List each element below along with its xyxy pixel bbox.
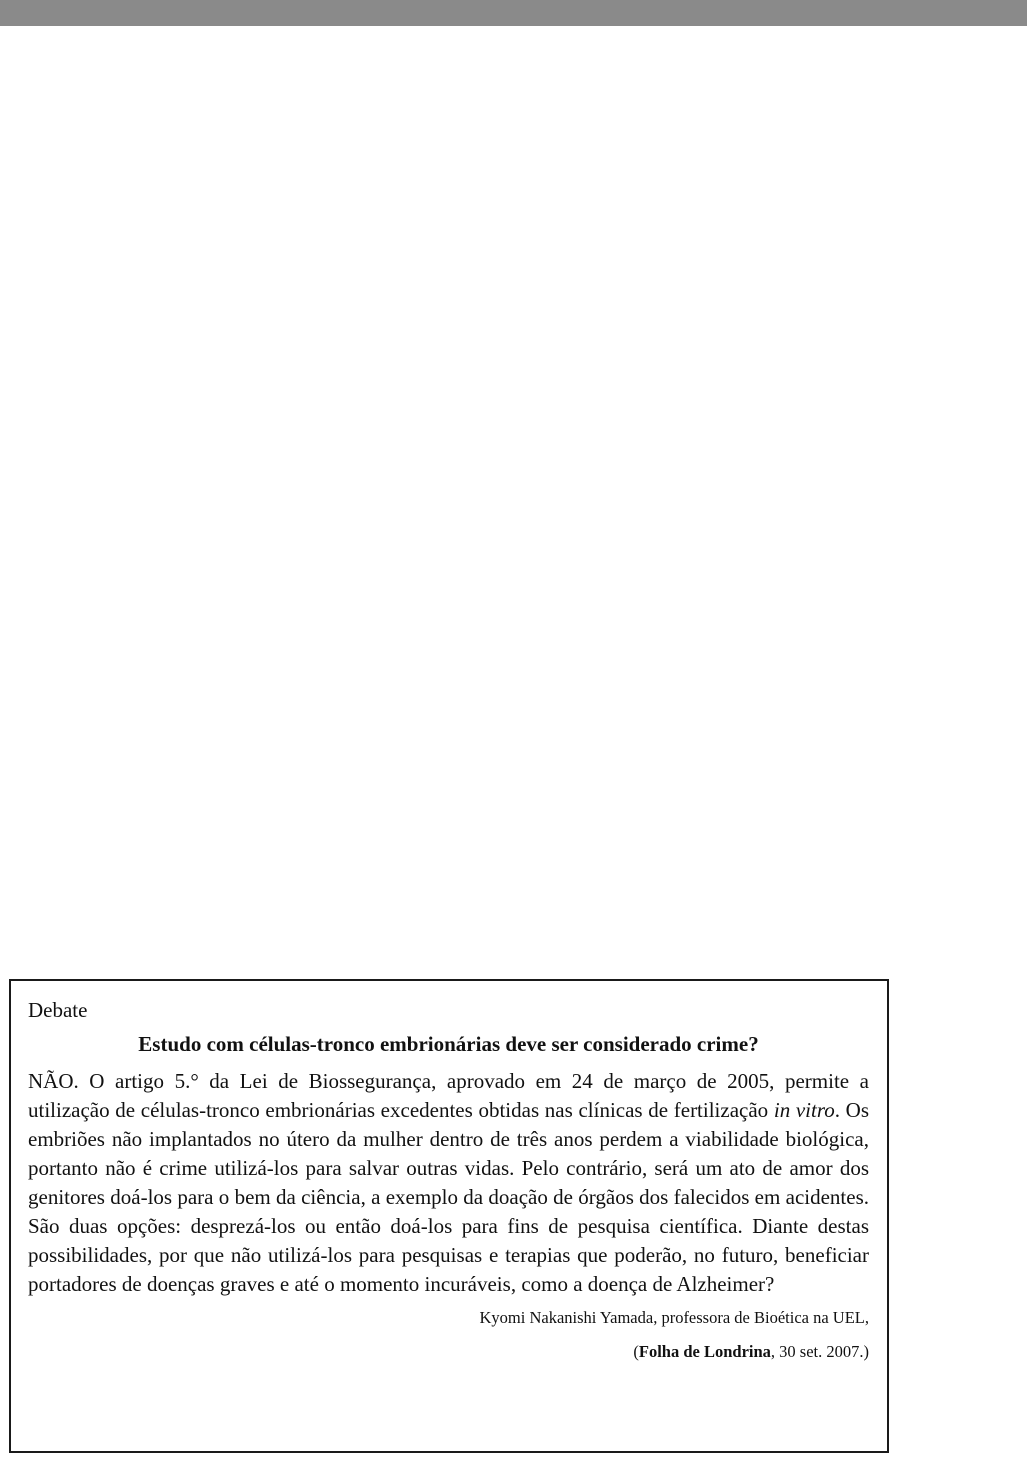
headline: Estudo com células-tronco embrionárias deve ser considerado crime? [138, 1032, 759, 1056]
body-text-part-2: . Os embriões não implantados no útero da mulher dentro de três anos perdem a viabilidade biológica, portanto não é crime utilizá-los para salvar outras vidas. Pelo contrário, será um ato de amor dos genitores doá-los para o bem da ciência, a exemplo da doação de órgãos dos falecidos em acidentes. São duas opções: desprezá-los ou então doá-los para fins de pesquisa científica. Diante destas possibilidades, por que não utilizá-los para pesquisas e terapias que poderão, no futuro, beneficiar portadores de doenças graves e até o momento incuráveis, como a doença de Alzheimer? [28, 1098, 870, 1296]
source-citation [28, 1341, 869, 1363]
body-paragraph [28, 1067, 869, 1299]
author-attribution: Kyomi Nakanishi Yamada, professora de Bioética na UEL, [479, 1308, 869, 1327]
source-open: ( [633, 1342, 639, 1361]
section-label: Debate [28, 998, 88, 1022]
top-bar [0, 0, 1027, 26]
source-rest: , 30 set. 2007.) [770, 1342, 869, 1361]
body-text-italic: in vitro [773, 1098, 835, 1122]
debate-text-box [9, 979, 889, 1453]
body-text-part-1: NÃO. O artigo 5.° da Lei de Biossegurança, aprovado em 24 de março de 2005, permite a utilização de células-tronco embrionárias excedentes obtidas nas clínicas de fertilização [28, 1069, 869, 1122]
source-publication: Folha de Londrina [638, 1342, 771, 1361]
